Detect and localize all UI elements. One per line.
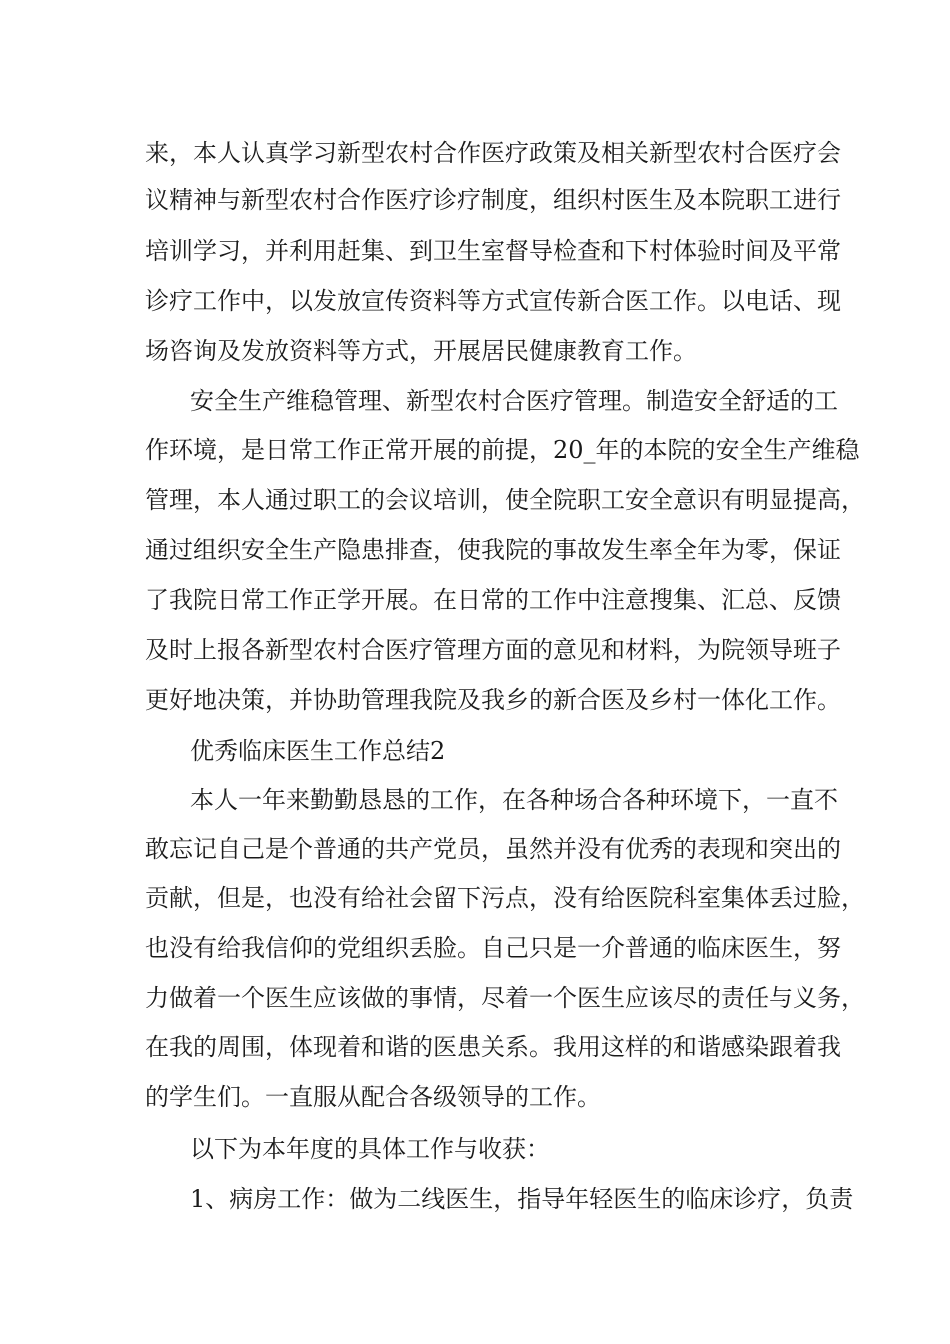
text-line: 1、病房工作：做为二线医生，指导年轻医生的临床诊疗，负责 <box>190 1185 854 1213</box>
text-line: 在我的周围，体现着和谐的医患关系。我用这样的和谐感染跟着我 <box>145 1033 841 1061</box>
text-line: 作环境，是日常工作正常开展的前提，20_年的本院的安全生产维稳 <box>145 436 860 464</box>
text-line: 敢忘记自己是个普通的共产党员，虽然并没有优秀的表现和突出的 <box>145 835 841 863</box>
text-line: 场咨询及发放资料等方式，开展居民健康教育工作。 <box>145 337 697 365</box>
text-line: 力做着一个医生应该做的事情，尽着一个医生应该尽的责任与义务， <box>145 984 865 1012</box>
text-line: 也没有给我信仰的党组织丢脸。自己只是一介普通的临床医生，努 <box>145 934 841 962</box>
text-line: 更好地决策，并协助管理我院及我乡的新合医及乡村一体化工作。 <box>145 686 841 714</box>
text-line: 管理，本人通过职工的会议培训，使全院职工安全意识有明显提高， <box>145 486 865 514</box>
text-line: 安全生产维稳管理、新型农村合医疗管理。制造安全舒适的工 <box>190 387 838 415</box>
text-line: 议精神与新型农村合作医疗诊疗制度，组织村医生及本院职工进行 <box>145 186 841 214</box>
heading-line: 优秀临床医生工作总结2 <box>190 737 446 765</box>
text-line: 培训学习，并利用赶集、到卫生室督导检查和下村体验时间及平常 <box>145 237 841 265</box>
text-line: 了我院日常工作正学开展。在日常的工作中注意搜集、汇总、反馈 <box>145 586 841 614</box>
text-line: 及时上报各新型农村合医疗管理方面的意见和材料，为院领导班子 <box>145 636 841 664</box>
text-line: 来，本人认真学习新型农村合作医疗政策及相关新型农村合医疗会 <box>145 139 841 167</box>
text-line: 以下为本年度的具体工作与收获： <box>190 1135 550 1163</box>
text-line: 通过组织安全生产隐患排查，使我院的事故发生率全年为零，保证 <box>145 536 841 564</box>
text-line: 诊疗工作中，以发放宣传资料等方式宣传新合医工作。以电话、现 <box>145 287 841 315</box>
text-line: 贡献，但是，也没有给社会留下污点，没有给医院科室集体丢过脸， <box>145 884 865 912</box>
text-line: 本人一年来勤勤恳恳的工作，在各种场合各种环境下，一直不 <box>190 786 838 814</box>
text-line: 的学生们。一直服从配合各级领导的工作。 <box>145 1083 601 1111</box>
